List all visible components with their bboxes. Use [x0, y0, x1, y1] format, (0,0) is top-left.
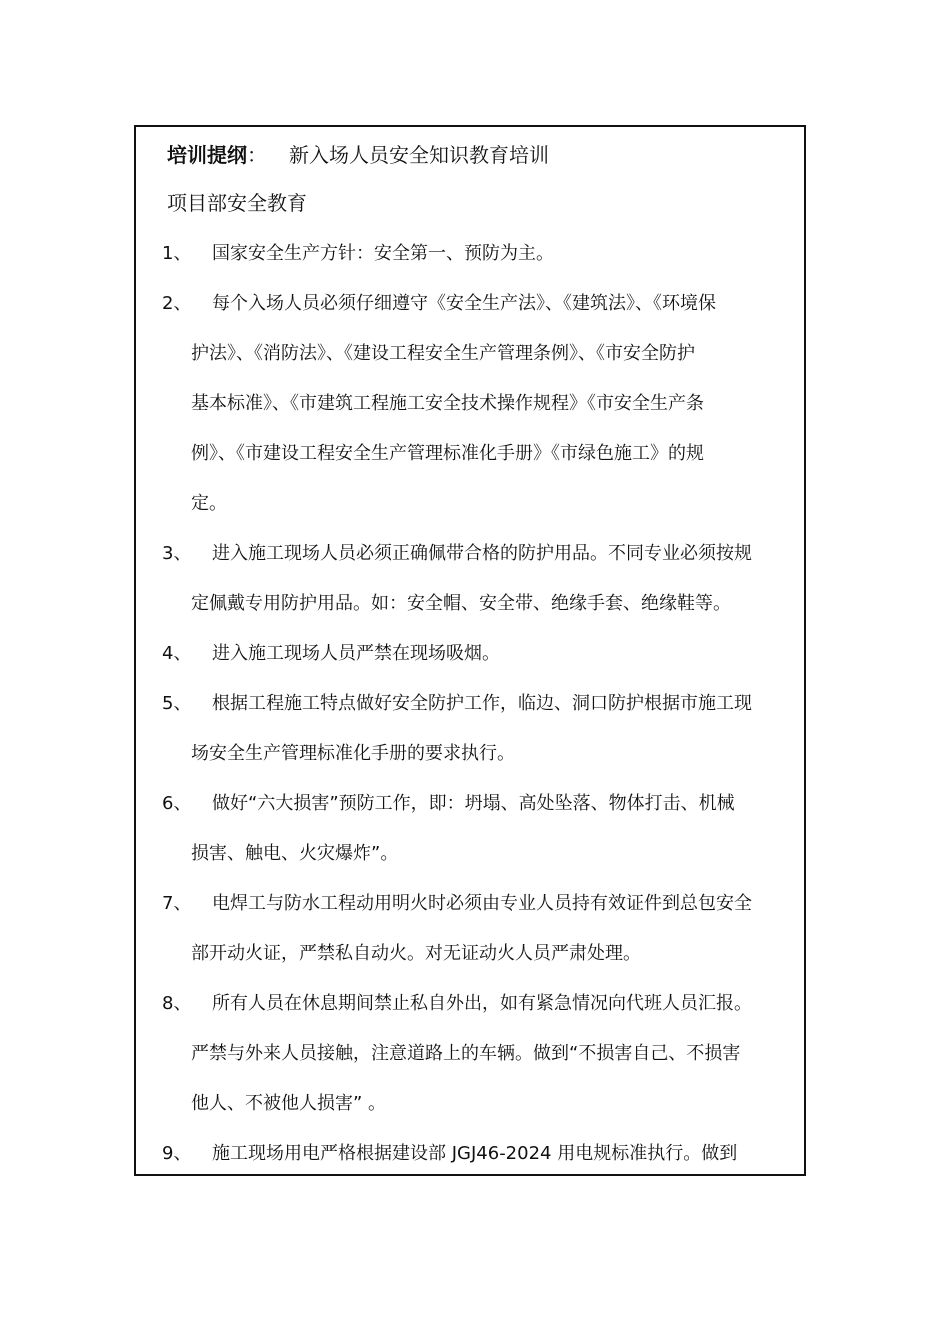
item-text-line: 每个入场人员必须仔细遵守《安全生产法》、《建筑法》、《环境保: [212, 293, 716, 314]
outline-colon: ：: [247, 143, 267, 167]
item-number: 7、: [162, 893, 192, 914]
item-text-line: 进入施工现场人员严禁在现场吸烟。: [212, 643, 500, 664]
document-frame: [134, 125, 806, 1176]
item-number: 5、: [162, 693, 192, 714]
outline-label: 培训提纲: [167, 143, 247, 167]
item-text-line: 他人、不被他人损害” 。: [191, 1093, 387, 1114]
item-number: 1、: [162, 243, 192, 264]
item-text-line: 定。: [191, 493, 227, 514]
item-text-line: 进入施工现场人员必须正确佩带合格的防护用品。不同专业必须按规: [212, 543, 752, 564]
item-number: 8、: [162, 993, 192, 1014]
item-text-line: 电焊工与防水工程动用明火时必须由专业人员持有效证件到总包安全: [212, 893, 752, 914]
item-text-line: 施工现场用电严格根据建设部 JGJ46-2024 用电规标准执行。做到: [212, 1143, 738, 1164]
item-number: 2、: [162, 293, 192, 314]
item-text-line: 做好“六大损害”预防工作，即：坍塌、高处坠落、物体打击、机械: [212, 793, 735, 814]
item-number: 9、: [162, 1143, 192, 1164]
item-text-line: 根据工程施工特点做好安全防护工作，临边、洞口防护根据市施工现: [212, 693, 752, 714]
item-number: 3、: [162, 543, 192, 564]
outline-header: [167, 140, 549, 170]
item-number: 6、: [162, 793, 192, 814]
item-text-line: 护法》、《消防法》、《建设工程安全生产管理条例》、《市安全防护: [191, 343, 695, 364]
item-text-line: 定佩戴专用防护用品。如：安全帽、安全带、绝缘手套、绝缘鞋等。: [191, 593, 731, 614]
item-text-line: 国家安全生产方针：安全第一、预防为主。: [212, 243, 554, 264]
item-text-line: 严禁与外来人员接触，注意道路上的车辆。做到“不损害自己、不损害: [191, 1043, 741, 1064]
section-subtitle: 项目部安全教育: [167, 191, 307, 215]
item-text-line: 例》、《市建设工程安全生产管理标准化手册》《市绿色施工》的规: [191, 443, 704, 464]
item-text-line: 基本标准》、《市建筑工程施工安全技术操作规程》《市安全生产条: [191, 393, 704, 414]
outline-title: 新入场人员安全知识教育培训: [289, 143, 549, 167]
item-text-line: 部开动火证，严禁私自动火。对无证动火人员严肃处理。: [191, 943, 641, 964]
item-text-line: 场安全生产管理标准化手册的要求执行。: [191, 743, 515, 764]
item-text-line: 损害、触电、火灾爆炸”。: [191, 843, 399, 864]
item-number: 4、: [162, 643, 192, 664]
item-text-line: 所有人员在休息期间禁止私自外出，如有紧急情况向代班人员汇报。: [212, 993, 752, 1014]
